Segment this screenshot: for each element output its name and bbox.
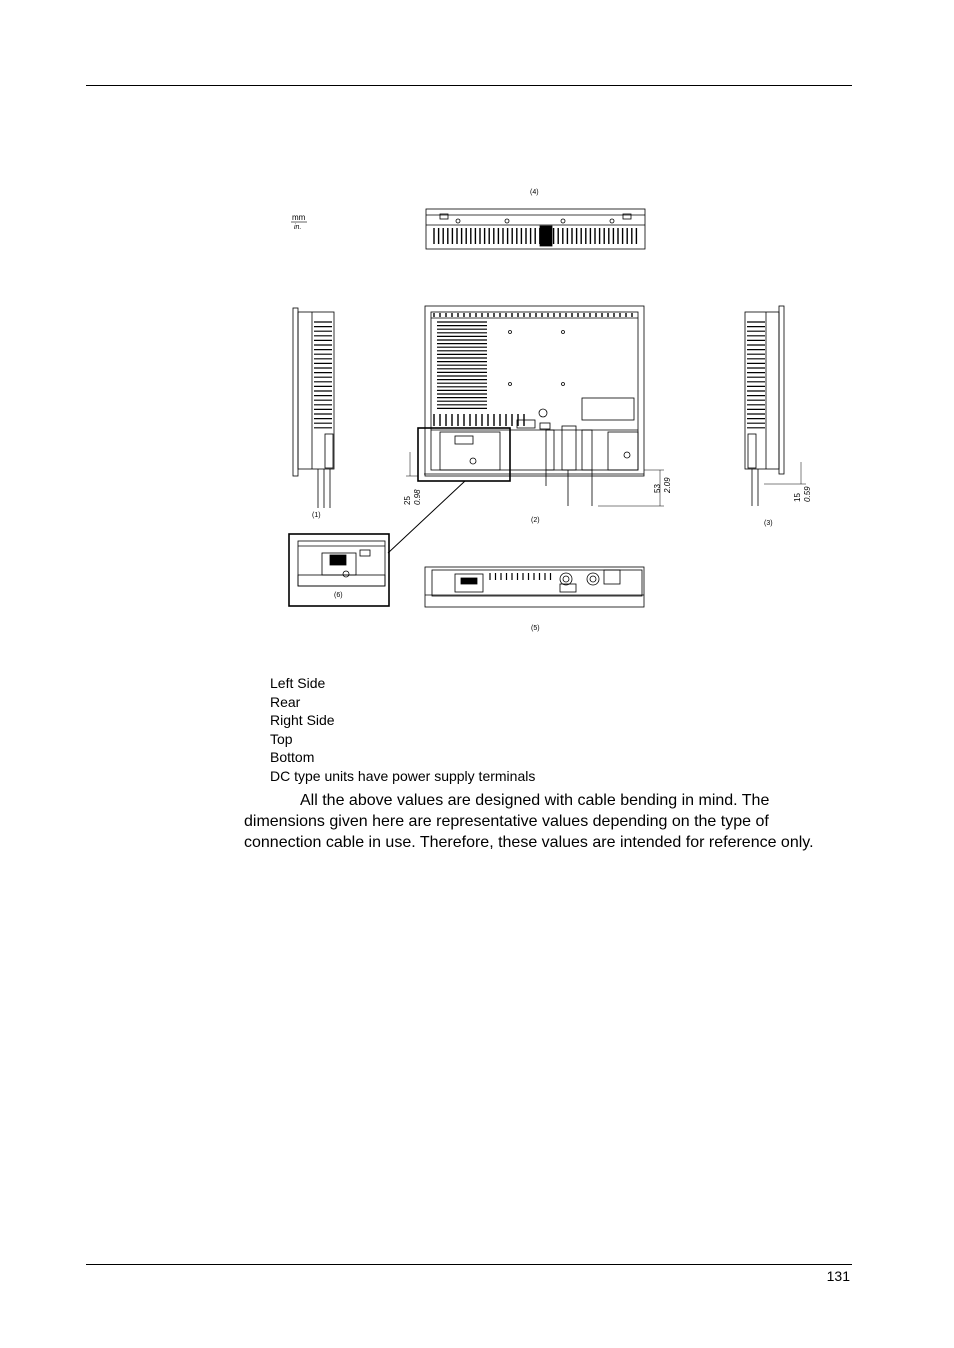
callout-3: (3) xyxy=(764,520,773,527)
dim-right-in: 0.59 xyxy=(803,486,812,502)
dimension-drawing xyxy=(270,170,830,640)
callout-1: (1) xyxy=(312,512,321,519)
rear-view xyxy=(406,306,664,506)
bottom-view xyxy=(425,567,644,607)
dim-right-mm: 15 xyxy=(793,493,802,502)
dim-rear-mm: 53 xyxy=(653,484,662,493)
unit-in-label: in. xyxy=(294,224,302,231)
dim-left-mm: 25 xyxy=(403,496,412,505)
footer-rule xyxy=(86,1264,852,1265)
callout-5: (5) xyxy=(531,625,540,632)
header-rule xyxy=(86,85,852,86)
figure-legend xyxy=(270,674,535,786)
callout-4: (4) xyxy=(530,189,539,196)
legend-item-dc-terminals: DC type units have power supply terminals xyxy=(270,767,536,784)
right-side-view xyxy=(745,306,806,506)
legend-item-top: Top xyxy=(270,730,293,747)
dim-rear-in: 2.09 xyxy=(663,477,672,493)
legend-item-bottom: Bottom xyxy=(270,749,315,766)
page-number: 131 xyxy=(826,1268,850,1284)
left-side-view xyxy=(293,308,334,508)
top-view xyxy=(426,209,645,249)
dim-left-in: 0.98 xyxy=(413,489,422,505)
legend-item-left-side: Left Side xyxy=(270,675,326,691)
legend-item-right-side: Right Side xyxy=(270,712,335,729)
reference-note: All the above values are designed with cable bending in mind. The dimensions given here are representative values depending on the type of connection cable in use. Therefore, these values are intended for reference only. xyxy=(244,792,814,851)
legend-item-rear: Rear xyxy=(270,693,301,710)
callout-2: (2) xyxy=(531,517,540,524)
unit-mm-label: mm xyxy=(292,213,306,222)
callout-6: (6) xyxy=(334,592,343,599)
